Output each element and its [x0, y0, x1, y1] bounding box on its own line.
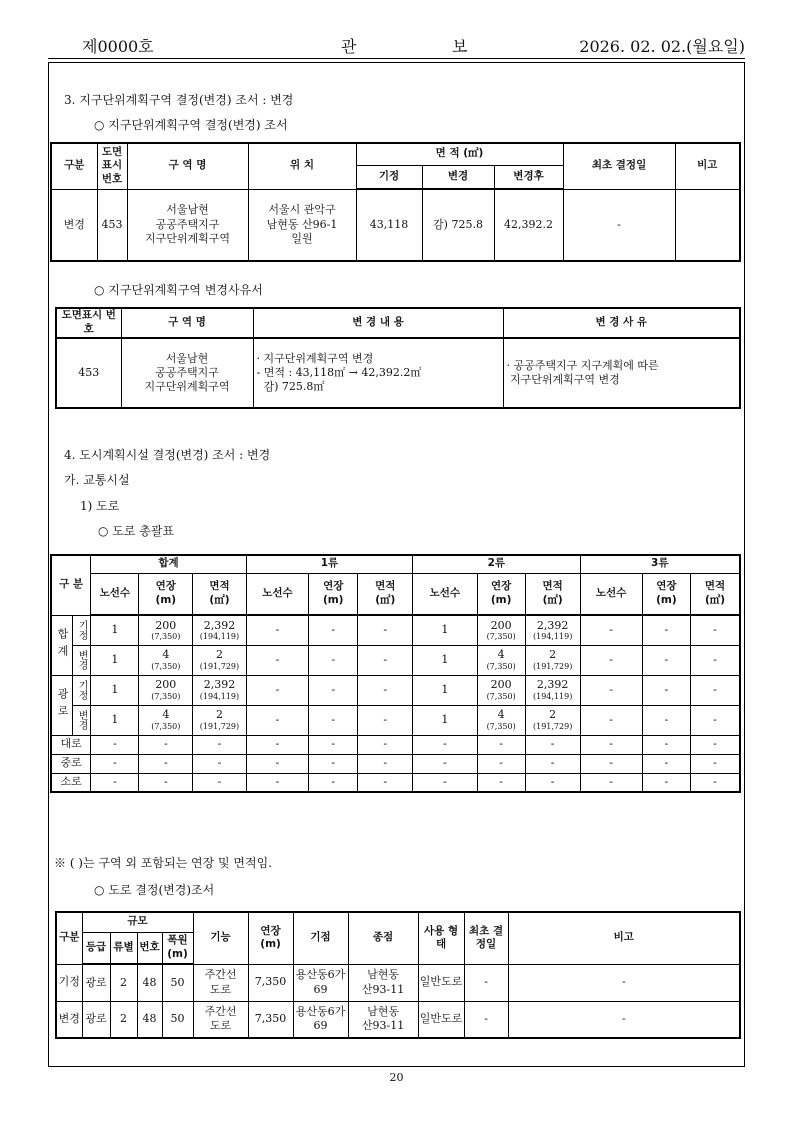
section4-sub1: ○ 도로 총괄표 [98, 524, 175, 538]
col-area-change: 변경 [422, 165, 494, 189]
col-dm: 도면 표시 번호 [97, 143, 127, 189]
table-row: 변경 1 4 (7,350) 2 (191,729) - - - 1 4 (7,350) 2 (191,729) - - - [51, 705, 740, 735]
section4-heading: 4. 도시계획시설 결정(변경) 조서 : 변경 [64, 448, 271, 462]
col-first-decision: 최초 결정일 [464, 912, 508, 964]
col-route-count: 노선수 [246, 573, 308, 615]
sub-header-row [51, 573, 740, 615]
district-decision-table [50, 142, 741, 262]
col-class2: 2류 [413, 555, 580, 573]
col-gubun: 구 분 [51, 555, 91, 615]
change-reason-table [55, 307, 741, 409]
issue-date: 2026. 02. 02.(월요일) [579, 37, 745, 56]
table-row: 변경 광로 2 48 50 주간선 도로 7,350 용산동6가 69 남현동 산93-11 일반도로 - - [56, 1001, 740, 1038]
col-area: 면 적 (㎡) [356, 143, 563, 165]
section3-sub2: ○ 지구단위계획구역 변경사유서 [94, 283, 263, 297]
table-row: 소로 - - - - - - - - - - - - [51, 773, 740, 792]
col-grade: 등급 [82, 932, 110, 964]
col-area: 면적 (㎡) [358, 573, 413, 615]
col-gubun: 구분 [51, 143, 97, 189]
page-header [48, 34, 745, 58]
col-area-before: 기정 [356, 165, 422, 189]
col-end: 종점 [348, 912, 418, 964]
issue-number: 제0000호 [82, 37, 154, 56]
col-length: 연장 (m) [139, 573, 193, 615]
col-class1: 1류 [246, 555, 412, 573]
col-route-count: 노선수 [91, 573, 139, 615]
gazette-title-right: 보 [452, 37, 468, 56]
col-length: 연장 (m) [309, 573, 358, 615]
col-length: 연장 (m) [642, 573, 690, 615]
col-reason: 변 경 사 유 [503, 308, 740, 338]
col-use: 사용 형태 [418, 912, 464, 964]
col-area: 면적 (㎡) [525, 573, 580, 615]
road-summary-table [50, 554, 741, 793]
table-row: 기정 광로 2 48 50 주간선 도로 7,350 용산동6가 69 남현동 산93-11 일반도로 - - [56, 964, 740, 1001]
col-length: 연장 (m) [248, 912, 293, 964]
col-scale: 규모 [82, 912, 193, 932]
col-name: 구 역 명 [121, 308, 253, 338]
col-function: 기능 [193, 912, 248, 964]
section4-road: 1) 도로 [80, 499, 120, 513]
col-note: 비고 [675, 143, 740, 189]
table-row: 중로 - - - - - - - - - - - - [51, 754, 740, 773]
col-type: 류별 [110, 932, 137, 964]
col-area-after: 변경후 [494, 165, 563, 189]
col-class3: 3류 [580, 555, 740, 573]
table-row: 변경 453 서울남현 공공주택지구 지구단위계획구역 서울시 관악구 남현동 산96-1 일원 43,118 감) 725.8 42,392.2 - [51, 189, 740, 261]
col-total: 합계 [91, 555, 247, 573]
col-start: 기점 [293, 912, 348, 964]
section3-heading: 3. 지구단위계획구역 결정(변경) 조서 : 변경 [64, 93, 294, 107]
col-dm: 도면표시 번호 [56, 308, 121, 338]
section4-sub2: ○ 도로 결정(변경)조서 [94, 883, 215, 897]
col-length: 연장 (m) [477, 573, 525, 615]
col-first-decision: 최초 결정일 [563, 143, 675, 189]
section3-sub1: ○ 지구단위계획구역 결정(변경) 조서 [94, 118, 288, 132]
table-row: 광로 기정 1 200 (7,350) 2,392 (194,119) - - - 1 200 (7,350) 2,392 (194,119) - - - [51, 675, 740, 705]
road-decision-table [55, 911, 741, 1039]
col-route-count: 노선수 [580, 573, 642, 615]
section4-ga: 가. 교통시설 [64, 473, 130, 487]
col-number: 번호 [137, 932, 162, 964]
col-note: 비고 [508, 912, 740, 964]
gazette-title-left: 관 [341, 37, 357, 56]
col-area: 면적 (㎡) [193, 573, 247, 615]
table-row: 변경 1 4 (7,350) 2 (191,729) - - - 1 4 (7,350) 2 (191,729) - - - [51, 645, 740, 675]
col-area: 면적 (㎡) [691, 573, 740, 615]
parenthesis-note: ※ ( )는 구역 외 포함되는 연장 및 면적임. [54, 856, 272, 870]
table-row: 대로 - - - - - - - - - - - - [51, 735, 740, 754]
col-gubun: 구분 [56, 912, 82, 964]
col-content: 변 경 내 용 [253, 308, 503, 338]
page-number: 20 [389, 1071, 404, 1084]
table-row: 453 서울남현 공공주택지구 지구단위계획구역 · 지구단위계획구역 변경 - 면적 : 43,118㎡ → 42,392.2㎡ 감) 725.8㎡ · 공공주택지구 지구계획에 따른 지구단위계획구역 변경 [56, 338, 740, 408]
col-name: 구 역 명 [127, 143, 248, 189]
col-location: 위 치 [248, 143, 356, 189]
table-row: 합계 기정 1 200 (7,350) 2,392 (194,119) - - - 1 200 (7,350) 2,392 (194,119) - - - [51, 615, 740, 645]
col-width: 폭원 (m) [162, 932, 193, 964]
col-route-count: 노선수 [413, 573, 477, 615]
